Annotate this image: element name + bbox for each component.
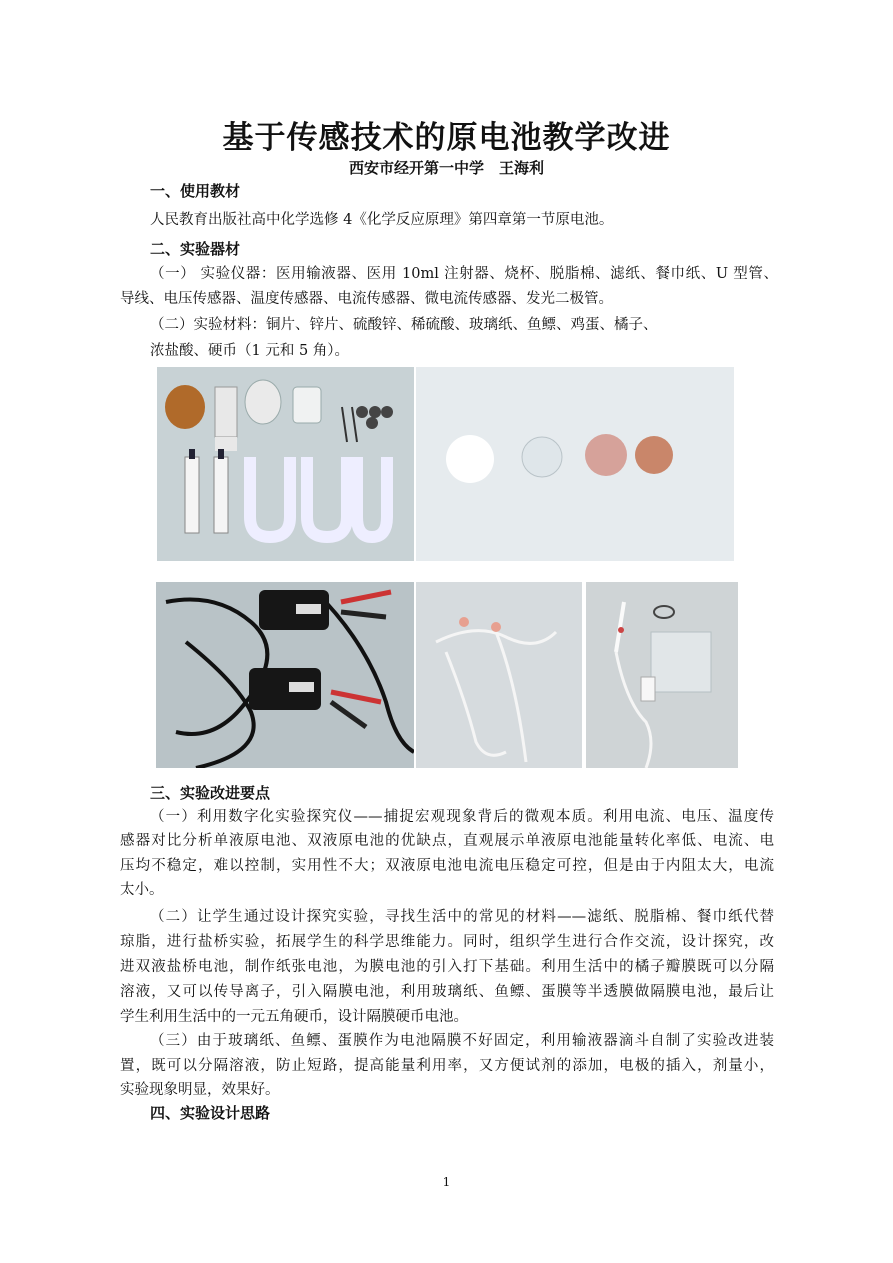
- section-3-p3-line-2: 置，既可以分隔溶液，防止短路，提高能量利用率，又方便试剂的添加，电极的插入，剂量小，: [120, 1058, 774, 1074]
- page-number: 1: [442, 1175, 451, 1189]
- infusion-set-photo-1: [416, 582, 582, 768]
- sensors-photo: [156, 582, 414, 768]
- section-3-p1-line-2: 感器对比分析单液原电池、双液原电池的优缺点，直观展示单液原电池能量转化率低、电流、电: [120, 833, 774, 849]
- section-2-line-3: （二）实验材料：铜片、锌片、硫酸锌、稀硫酸、玻璃纸、鱼鳔、鸡蛋、橘子、: [150, 317, 658, 333]
- section-3-p1-line-3: 压均不稳定，难以控制，实用性不大；双液原电池电流电压稳定可控，但是由于内阻太大，电流: [120, 858, 774, 874]
- section-3-p2-line-2: 琼脂，进行盐桥实验，拓展学生的科学思维能力。同时，组织学生进行合作交流，设计探究，改: [120, 934, 774, 950]
- section-2-line-2: 导线、电压传感器、温度传感器、电流传感器、微电流传感器、发光二极管。: [120, 291, 613, 307]
- section-3-p2-line-1: （二）让学生通过设计探究实验，寻找生活中的常见的材料——滤纸、脱脂棉、餐巾纸代替: [150, 909, 774, 925]
- section-2-line-1: （一） 实验仪器：医用输液器、医用 10ml 注射器、烧杯、脱脂棉、滤纸、餐巾纸、U 型管、: [150, 266, 778, 282]
- page-title: 基于传感技术的原电池教学改进: [222, 120, 671, 156]
- equipment-photo: [157, 367, 414, 561]
- section-3-p2-line-5: 学生利用生活中的一元五角硬币，设计隔膜硬币电池。: [120, 1009, 468, 1025]
- section-2-line-4: 浓盐酸、硬币（1 元和 5 角）。: [150, 343, 350, 359]
- section-3-p1-line-1: （一）利用数字化实验探究仪——捕捉宏观现象背后的微观本质。利用电流、电压、温度传: [150, 809, 774, 825]
- section-3-p3-line-1: （三）由于玻璃纸、鱼鳔、蛋膜作为电池隔膜不好固定，利用输液器滴斗自制了实验改进装: [150, 1033, 774, 1049]
- materials-photo: [416, 367, 734, 561]
- section-3-p3-line-3: 实验现象明显，效果好。: [120, 1082, 280, 1098]
- section-1-body: 人民教育出版社高中化学选修 4《化学反应原理》第四章第一节原电池。: [150, 212, 614, 228]
- section-3-p2-line-3: 进双液盐桥电池，制作纸张电池，为膜电池的引入打下基础。利用生活中的橘子瓣膜既可以分隔: [120, 959, 774, 975]
- section-4-heading: 四、实验设计思路: [150, 1104, 271, 1122]
- section-2-heading: 二、实验器材: [150, 240, 241, 258]
- section-1-heading: 一、使用教材: [150, 182, 241, 200]
- section-3-heading: 三、实验改进要点: [150, 784, 271, 802]
- infusion-set-photo-2: [586, 582, 738, 768]
- section-3-p1-line-4: 太小。: [120, 882, 164, 898]
- author-line: 西安市经开第一中学 王海利: [348, 159, 544, 177]
- section-3-p2-line-4: 溶液，又可以传导离子，引入隔膜电池，利用玻璃纸、鱼鳔、蛋膜等半透膜做隔膜电池，最后让: [120, 984, 774, 1000]
